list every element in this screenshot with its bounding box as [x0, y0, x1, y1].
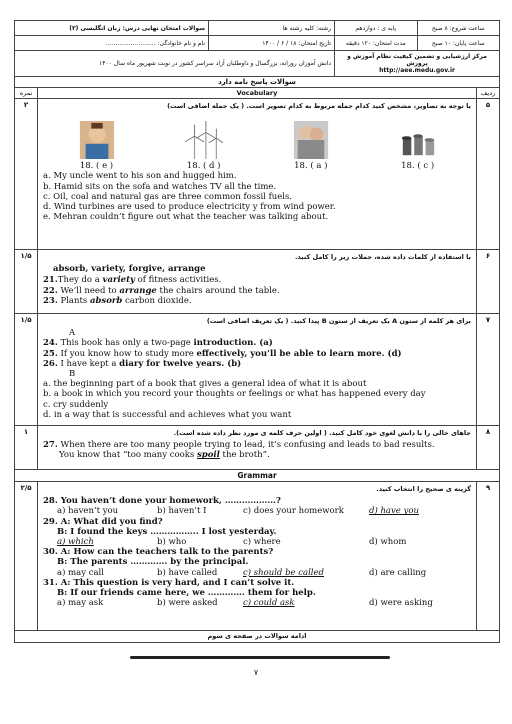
header-grade: پایه ی : دوازدهم — [335, 21, 417, 36]
row-column-label: ردیف — [476, 88, 499, 98]
question-stem: 31. A: This question is very hard, and I can’t solve it. — [43, 577, 295, 588]
column-a-label: A — [69, 328, 76, 339]
sentence-line: 23. Plants absorb carbon dioxide. — [43, 295, 192, 306]
question-stem: B: The parents …………. by the principal. — [57, 557, 249, 568]
question-score: ۱ — [15, 426, 38, 469]
question-stem: B: I found the keys …………….. I lost yesterday. — [57, 526, 277, 537]
sentence-line: 21.They do a variety of fitness activities. — [43, 275, 222, 286]
footer-rule — [130, 656, 390, 659]
header-subject: سوالات امتحان نهایی درس: زبان انگلیسی (۳) — [15, 21, 209, 36]
question-7 — [14, 314, 500, 426]
option: d) whom — [369, 537, 407, 548]
question-score: ۲/۵ — [15, 482, 38, 630]
option: c) could ask — [243, 598, 295, 609]
question-score: ۲ — [15, 99, 38, 249]
option: d) have you — [369, 506, 419, 517]
column-header — [14, 88, 500, 99]
header-duration: مدت امتحان: ۱۲۰ دقیقه — [335, 36, 417, 51]
option-row — [43, 598, 471, 608]
header-center-url: http://aee.medu.gov.ir — [379, 67, 455, 74]
option: b) haven’t I — [157, 506, 207, 517]
sentence-line: e. Mehran couldn’t figure out what the teacher was talking about. — [43, 212, 329, 223]
option: b) were asked — [157, 598, 218, 609]
option: d) are calling — [369, 567, 427, 578]
sentence-line: b. Hamid sits on the sofa and watches TV all the time. — [43, 181, 277, 192]
question-instruction: با توجه به تصاویر، مشخص کنید کدام جمله مربوط به کدام تصویر است. ( یک جمله اضافی است) — [167, 102, 471, 110]
header-start-time: ساعت شروع: ۸ صبح — [417, 21, 499, 36]
option: c) should be called — [243, 567, 324, 578]
exam-title: سوالات پاسخ نامه دارد — [14, 77, 500, 88]
page-number: ۷ — [253, 668, 259, 677]
header-center — [335, 51, 500, 77]
question-9 — [14, 482, 500, 631]
option: c) where — [243, 537, 281, 548]
option: b) have called — [157, 567, 218, 578]
hug-image — [292, 119, 330, 161]
picture-label: 18. ( e ) — [79, 161, 114, 172]
question-stem: 30. A: How can the teachers talk to the parents? — [43, 547, 274, 558]
sentence-line: 26. I have kept a diary for twelve years. (b) — [43, 358, 242, 369]
fossil-fuels-image — [399, 119, 437, 161]
sentence-line: 22. We’ll need to arrange the chairs around the table. — [43, 285, 280, 296]
option: a) haven’t you — [57, 506, 119, 517]
option-row — [43, 506, 471, 516]
question-stem: B: If our friends came here, we …………. them for help. — [57, 588, 316, 599]
score-column-label: نمره — [15, 88, 38, 98]
sentence-line: You know that “too many cooks spoil the broth”. — [59, 450, 270, 461]
definition-line: c. cry suddenly — [43, 399, 109, 410]
header-center-name: مرکز ارزشیابی و تضمین کیفیت نظام آموزش و پرورش — [347, 53, 487, 67]
option: c) does your homework — [243, 506, 344, 517]
question-instruction: برای هر کلمه از ستون A یک تعریف از ستون B پیدا کنید. ( یک تعریف اضافی است) — [206, 317, 471, 325]
picture-label: 18. ( c ) — [401, 161, 435, 172]
header-field: رشته: کلیه رشته ها — [209, 21, 335, 36]
question-number: ۵ — [476, 99, 499, 249]
definition-line: b. a book in which you record your thoughts or feelings or what has happened every day — [43, 389, 426, 400]
header-note: دانش آموزان روزانه، بزرگسال و داوطلبان آزاد سراسر کشور در نوبت شهریور ماه سال ۱۴۰۰ — [15, 51, 335, 77]
option: a) may call — [57, 567, 104, 578]
question-6 — [14, 250, 500, 314]
option-row — [43, 568, 471, 578]
grammar-heading: Grammar — [14, 470, 500, 482]
continue-note: ادامه سوالات در صفحه ی سوم — [14, 631, 500, 643]
picture-label: 18. ( d ) — [186, 161, 221, 172]
definition-line: a. the beginning part of a book that gives a general idea of what it is about — [43, 379, 367, 390]
wind-turbines-image — [185, 119, 223, 161]
question-number: ۷ — [476, 314, 499, 425]
sentence-line: 24. This book has only a two-page introduction. (a) — [43, 338, 273, 349]
question-stem: 29. A: What did you find? — [43, 516, 163, 527]
sentence-line: 25. If you know how to study more effectively, you’ll be able to learn more. (d) — [43, 348, 402, 359]
sentence-line: c. Oil, coal and natural gas are three common fossil fuels. — [43, 191, 293, 202]
sentence-line: a. My uncle went to his son and hugged him. — [43, 171, 237, 182]
picture-row — [43, 115, 471, 161]
sentence-line: d. Wind turbines are used to produce electricity y from wind power. — [43, 202, 336, 213]
boy-confused-image — [78, 119, 116, 161]
question-number: ۸ — [476, 426, 499, 469]
sentence-line: 27. When there are too many people trying to lead, it’s confusing and leads to bad results. — [43, 440, 435, 451]
option: d) were asking — [369, 598, 433, 609]
question-score: ۱/۵ — [15, 250, 38, 313]
question-stem: 28. You haven’t done your homework, ………………? — [43, 496, 281, 507]
question-instruction: گزینه ی صحیح را انتخاب کنید. — [376, 485, 471, 493]
option: b) who — [157, 537, 187, 548]
picture-labels — [43, 161, 471, 171]
question-5 — [14, 99, 500, 250]
option: a) may ask — [57, 598, 104, 609]
exam-header-table — [14, 20, 500, 77]
option-row — [43, 537, 471, 547]
question-8 — [14, 426, 500, 470]
exam-sheet — [14, 20, 500, 656]
question-score: ۱/۵ — [15, 314, 38, 425]
question-instruction: جاهای خالی را با دانش لغوی خود کامل کنید. ( اولین حرف کلمه ی مورد نظر داده شده است). — [173, 429, 471, 437]
column-b-label: B — [69, 369, 76, 380]
question-instruction: با استفاده از کلمات داده شده، جملات زیر را کامل کنید. — [294, 253, 471, 261]
definition-line: d. in a way that is successful and achieves what you want — [43, 409, 292, 420]
question-number: ۹ — [476, 482, 499, 630]
header-end-time: ساعت پایان: ۱۰ صبح — [417, 36, 499, 51]
picture-label: 18. ( a ) — [294, 161, 328, 172]
question-number: ۶ — [476, 250, 499, 313]
header-exam-date: تاریخ امتحان: ۱۸ / ۶ / ۱۴۰۰ — [209, 36, 335, 51]
word-bank: absorb, variety, forgive, arrange — [53, 264, 206, 275]
vocabulary-heading: Vocabulary — [236, 89, 278, 97]
header-student-name: نام و نام خانوادگی: .......................... — [15, 36, 209, 51]
option: a) which — [57, 537, 94, 548]
